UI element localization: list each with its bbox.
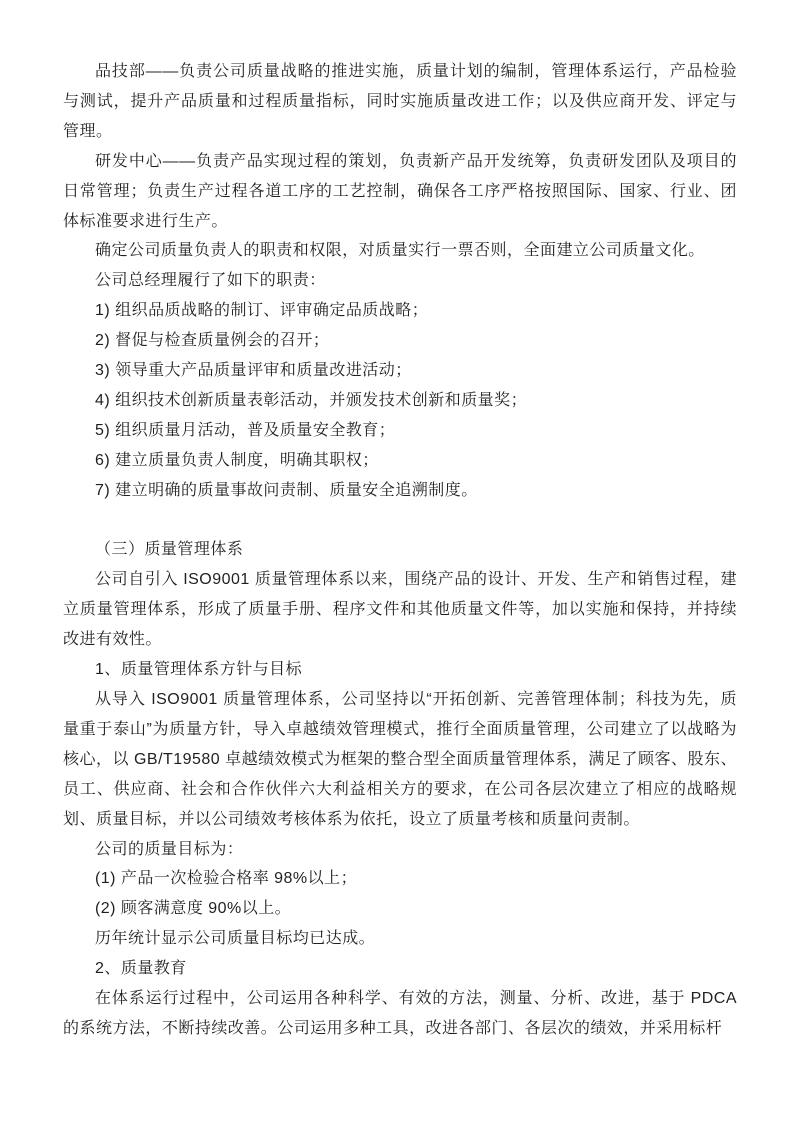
paragraph-quality-owner: 确定公司质量负责人的职责和权限，对质量实行一票否则，全面建立公司质量文化。 bbox=[95, 242, 705, 260]
goal-list-item-1: (1) 产品一次检验合格率 98%以上； bbox=[95, 870, 358, 888]
paragraph-rnd-center: 研发中心——负责产品实现过程的策划，负责新产品开发统筹，负责研发团队及项目的日常管理；负责生产过程各道工序的工艺控制，确保各工序严格按照国际、国家、行业、团体标准要求进行生产。 bbox=[63, 152, 737, 230]
paragraph-goals-achieved: 历年统计显示公司质量目标均已达成。 bbox=[95, 930, 376, 948]
paragraph-quality-policy: 从导入 ISO9001 质量管理体系，公司坚持以“开拓创新、完善管理体制；科技为先，质量重于泰山”为质量方针，导入卓越绩效管理模式，推行全面质量管理，公司建立了以战略为核心，以 GB/T19580 卓越绩效模式为框架的整合型全面质量管理体系，满足了顾客、股东、员工、供应商、社会和合作伙伴六大利益相关方的要求，在公司各层次建立了相应的战略规划、质量目标，并以公司绩效考核体系为依托，设立了质量考核和质量问责制。 bbox=[63, 691, 737, 828]
paragraph-pinjibu-dept: 品技部——负责公司质量战略的推进实施，质量计划的编制，管理体系运行，产品检验与测试，提升产品质量和过程质量指标，同时实施质量改进工作；以及供应商开发、评定与管理。 bbox=[63, 63, 737, 140]
blank-line bbox=[63, 506, 737, 536]
duty-list-item-4: 4) 组织技术创新质量表彰活动，并颁发技术创新和质量奖； bbox=[95, 391, 528, 409]
subsection-heading-quality-education: 2、质量教育 bbox=[95, 960, 187, 978]
goal-list-item-2: (2) 顾客满意度 90%以上。 bbox=[95, 900, 292, 918]
paragraph-pdca-method: 在体系运行过程中，公司运用各种科学、有效的方法，测量、分析、改进，基于 PDCA 的系统方法，不断持续改善。公司运用多种工具，改进各部门、各层次的绩效，并采用标杆 bbox=[63, 990, 737, 1037]
duty-list-item-7: 7) 建立明确的质量事故问责制、质量安全追溯制度。 bbox=[95, 481, 478, 499]
duty-list-item-5: 5) 组织质量月活动，普及质量安全教育； bbox=[95, 421, 396, 439]
duty-list-item-1: 1) 组织品质战略的制订、评审确定品质战略； bbox=[95, 302, 429, 320]
paragraph-gm-duties-intro: 公司总经理履行了如下的职责： bbox=[95, 272, 326, 290]
duty-list-item-3: 3) 领导重大产品质量评审和质量改进活动； bbox=[95, 362, 412, 380]
paragraph-iso9001-intro: 公司自引入 ISO9001 质量管理体系以来，围绕产品的设计、开发、生产和销售过程，建立质量管理体系，形成了质量手册、程序文件和其他质量文件等，加以实施和保持，并持续改进有效性。 bbox=[63, 571, 737, 649]
duty-list-item-6: 6) 建立质量负责人制度，明确其职权； bbox=[95, 451, 379, 469]
duty-list-item-2: 2) 督促与检查质量例会的召开； bbox=[95, 332, 330, 350]
subsection-heading-policy-goals: 1、质量管理体系方针与目标 bbox=[95, 661, 303, 679]
paragraph-quality-goals-intro: 公司的质量目标为： bbox=[95, 840, 244, 858]
section-heading-quality-system: （三）质量管理体系 bbox=[95, 541, 244, 559]
